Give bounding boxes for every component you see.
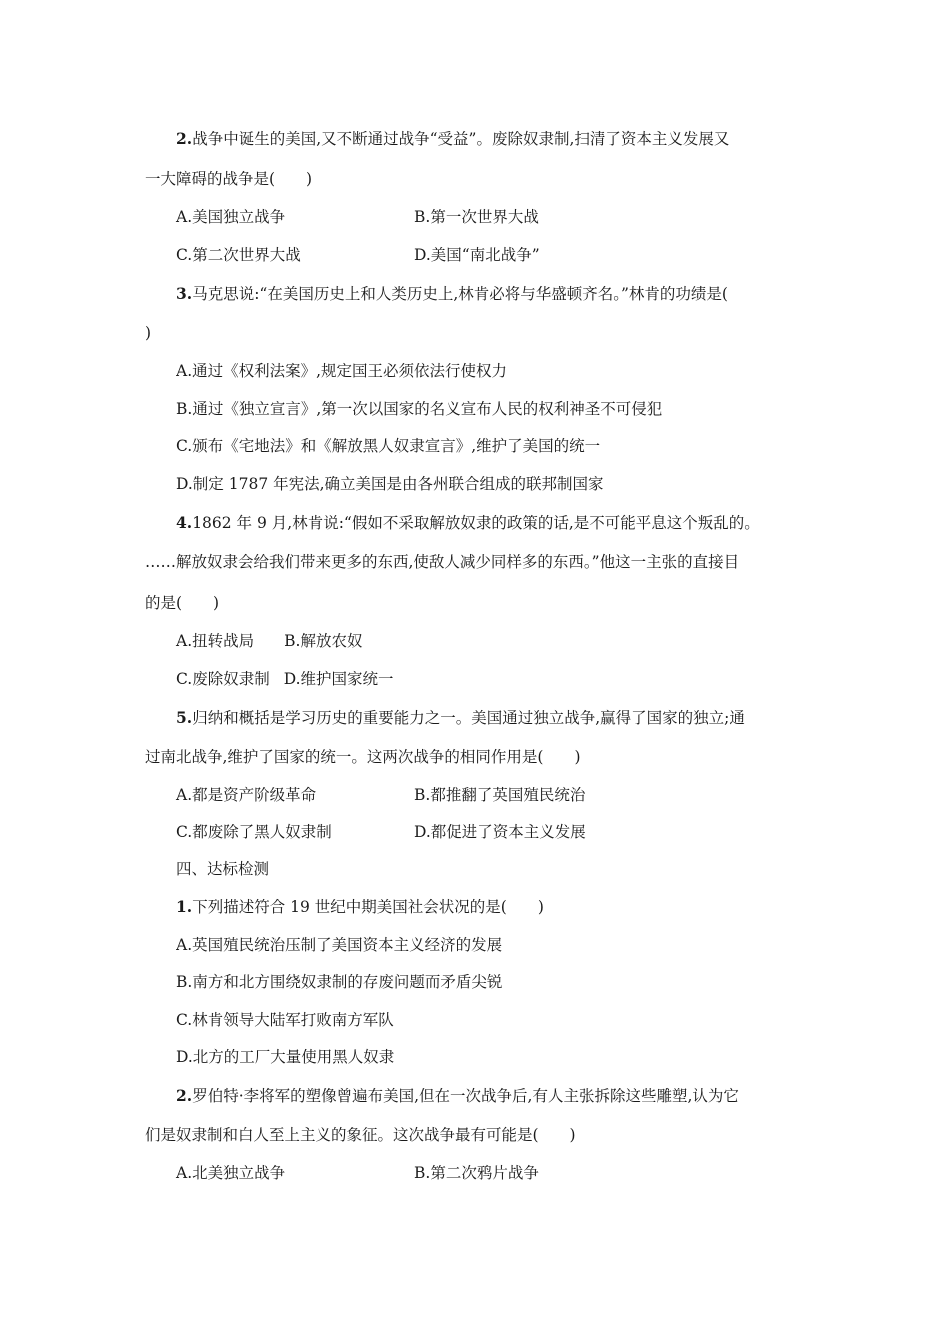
question-5-stem-line2: 过南北战争,维护了国家的统一。这两次战争的相同作用是( ): [145, 748, 581, 766]
question-4-options-row2: [176, 668, 810, 690]
option-d: D.制定 1787 年宪法,确立美国是由各州联合组成的联邦制国家: [176, 475, 604, 493]
question-number: 4.: [176, 513, 193, 532]
option-d: D.美国“南北战争”: [414, 246, 540, 264]
option-d: D.维护国家统一: [283, 670, 394, 688]
question-5-options-row2: [176, 821, 810, 843]
option-d: D.北方的工厂大量使用黑人奴隶: [176, 1048, 395, 1066]
question-number: 5.: [176, 708, 193, 727]
option-a: A.美国独立战争: [176, 208, 286, 226]
option-a: A.扭转战局: [176, 632, 255, 650]
option-c: C.废除奴隶制: [176, 670, 270, 688]
check-question-1-stem: 1.下列描述符合 19 世纪中期美国社会状况的是( ): [176, 897, 544, 916]
question-4-stem-line3: 的是( ): [145, 594, 220, 612]
check-question-2-stem-line1: 2.罗伯特·李将军的塑像曾遍布美国,但在一次战争后,有人主张拆除这些雕塑,认为它: [176, 1086, 739, 1105]
option-b: B.第二次鸦片战争: [414, 1164, 539, 1182]
question-number: 3.: [176, 284, 193, 303]
question-4-options-row1: [176, 630, 810, 652]
option-c: C.第二次世界大战: [176, 246, 301, 264]
option-b: B.解放农奴: [284, 632, 363, 650]
question-2-options-row2: [176, 244, 810, 266]
question-2-stem-line2: 一大障碍的战争是( ): [145, 170, 313, 188]
option-a: A.通过《权利法案》,规定国王必须依法行使权力: [176, 362, 508, 380]
question-3-stem-line2: ): [145, 324, 152, 342]
option-a: A.都是资产阶级革命: [176, 786, 317, 804]
option-b: B.第一次世界大战: [414, 208, 539, 226]
option-c: C.都废除了黑人奴隶制: [176, 823, 332, 841]
question-2-options-row1: [176, 206, 810, 228]
option-b: B.通过《独立宣言》,第一次以国家的名义宣布人民的权利神圣不可侵犯: [176, 400, 663, 418]
question-5-stem-line1: 5.归纳和概括是学习历史的重要能力之一。美国通过独立战争,赢得了国家的独立;通: [176, 708, 745, 727]
check-question-2-stem-line2: 们是奴隶制和白人至上主义的象征。这次战争最有可能是( ): [145, 1126, 576, 1144]
option-c: C.林肯领导大陆军打败南方军队: [176, 1011, 394, 1029]
option-a: A.北美独立战争: [176, 1164, 286, 1182]
question-number: 2.: [176, 129, 193, 148]
question-5-options-row1: [176, 784, 810, 806]
option-b: B.都推翻了英国殖民统治: [414, 786, 586, 804]
option-c: C.颁布《宅地法》和《解放黑人奴隶宣言》,维护了美国的统一: [176, 437, 601, 455]
option-d: D.都促进了资本主义发展: [414, 823, 586, 841]
question-4-stem-line2: ……解放奴隶会给我们带来更多的东西,使敌人减少同样多的东西。”他这一主张的直接目: [145, 553, 740, 571]
question-2-stem-line1: 2.战争中诞生的美国,又不断通过战争“受益”。废除奴隶制,扫清了资本主义发展又: [176, 129, 730, 148]
option-b: B.南方和北方围绕奴隶制的存废问题而矛盾尖锐: [176, 973, 503, 991]
check-question-2-options-row1: [176, 1162, 810, 1184]
question-4-stem-line1: 4.1862 年 9 月,林肯说:“假如不采取解放奴隶的政策的话,是不可能平息这个叛乱的。: [176, 513, 760, 532]
question-number: 1.: [176, 897, 193, 916]
option-a: A.英国殖民统治压制了美国资本主义经济的发展: [176, 936, 503, 954]
question-3-stem-line1: 3.马克思说:“在美国历史上和人类历史上,林肯必将与华盛顿齐名。”林肯的功绩是(: [176, 284, 728, 303]
section-heading: 四、达标检测: [176, 860, 270, 878]
question-number: 2.: [176, 1086, 193, 1105]
